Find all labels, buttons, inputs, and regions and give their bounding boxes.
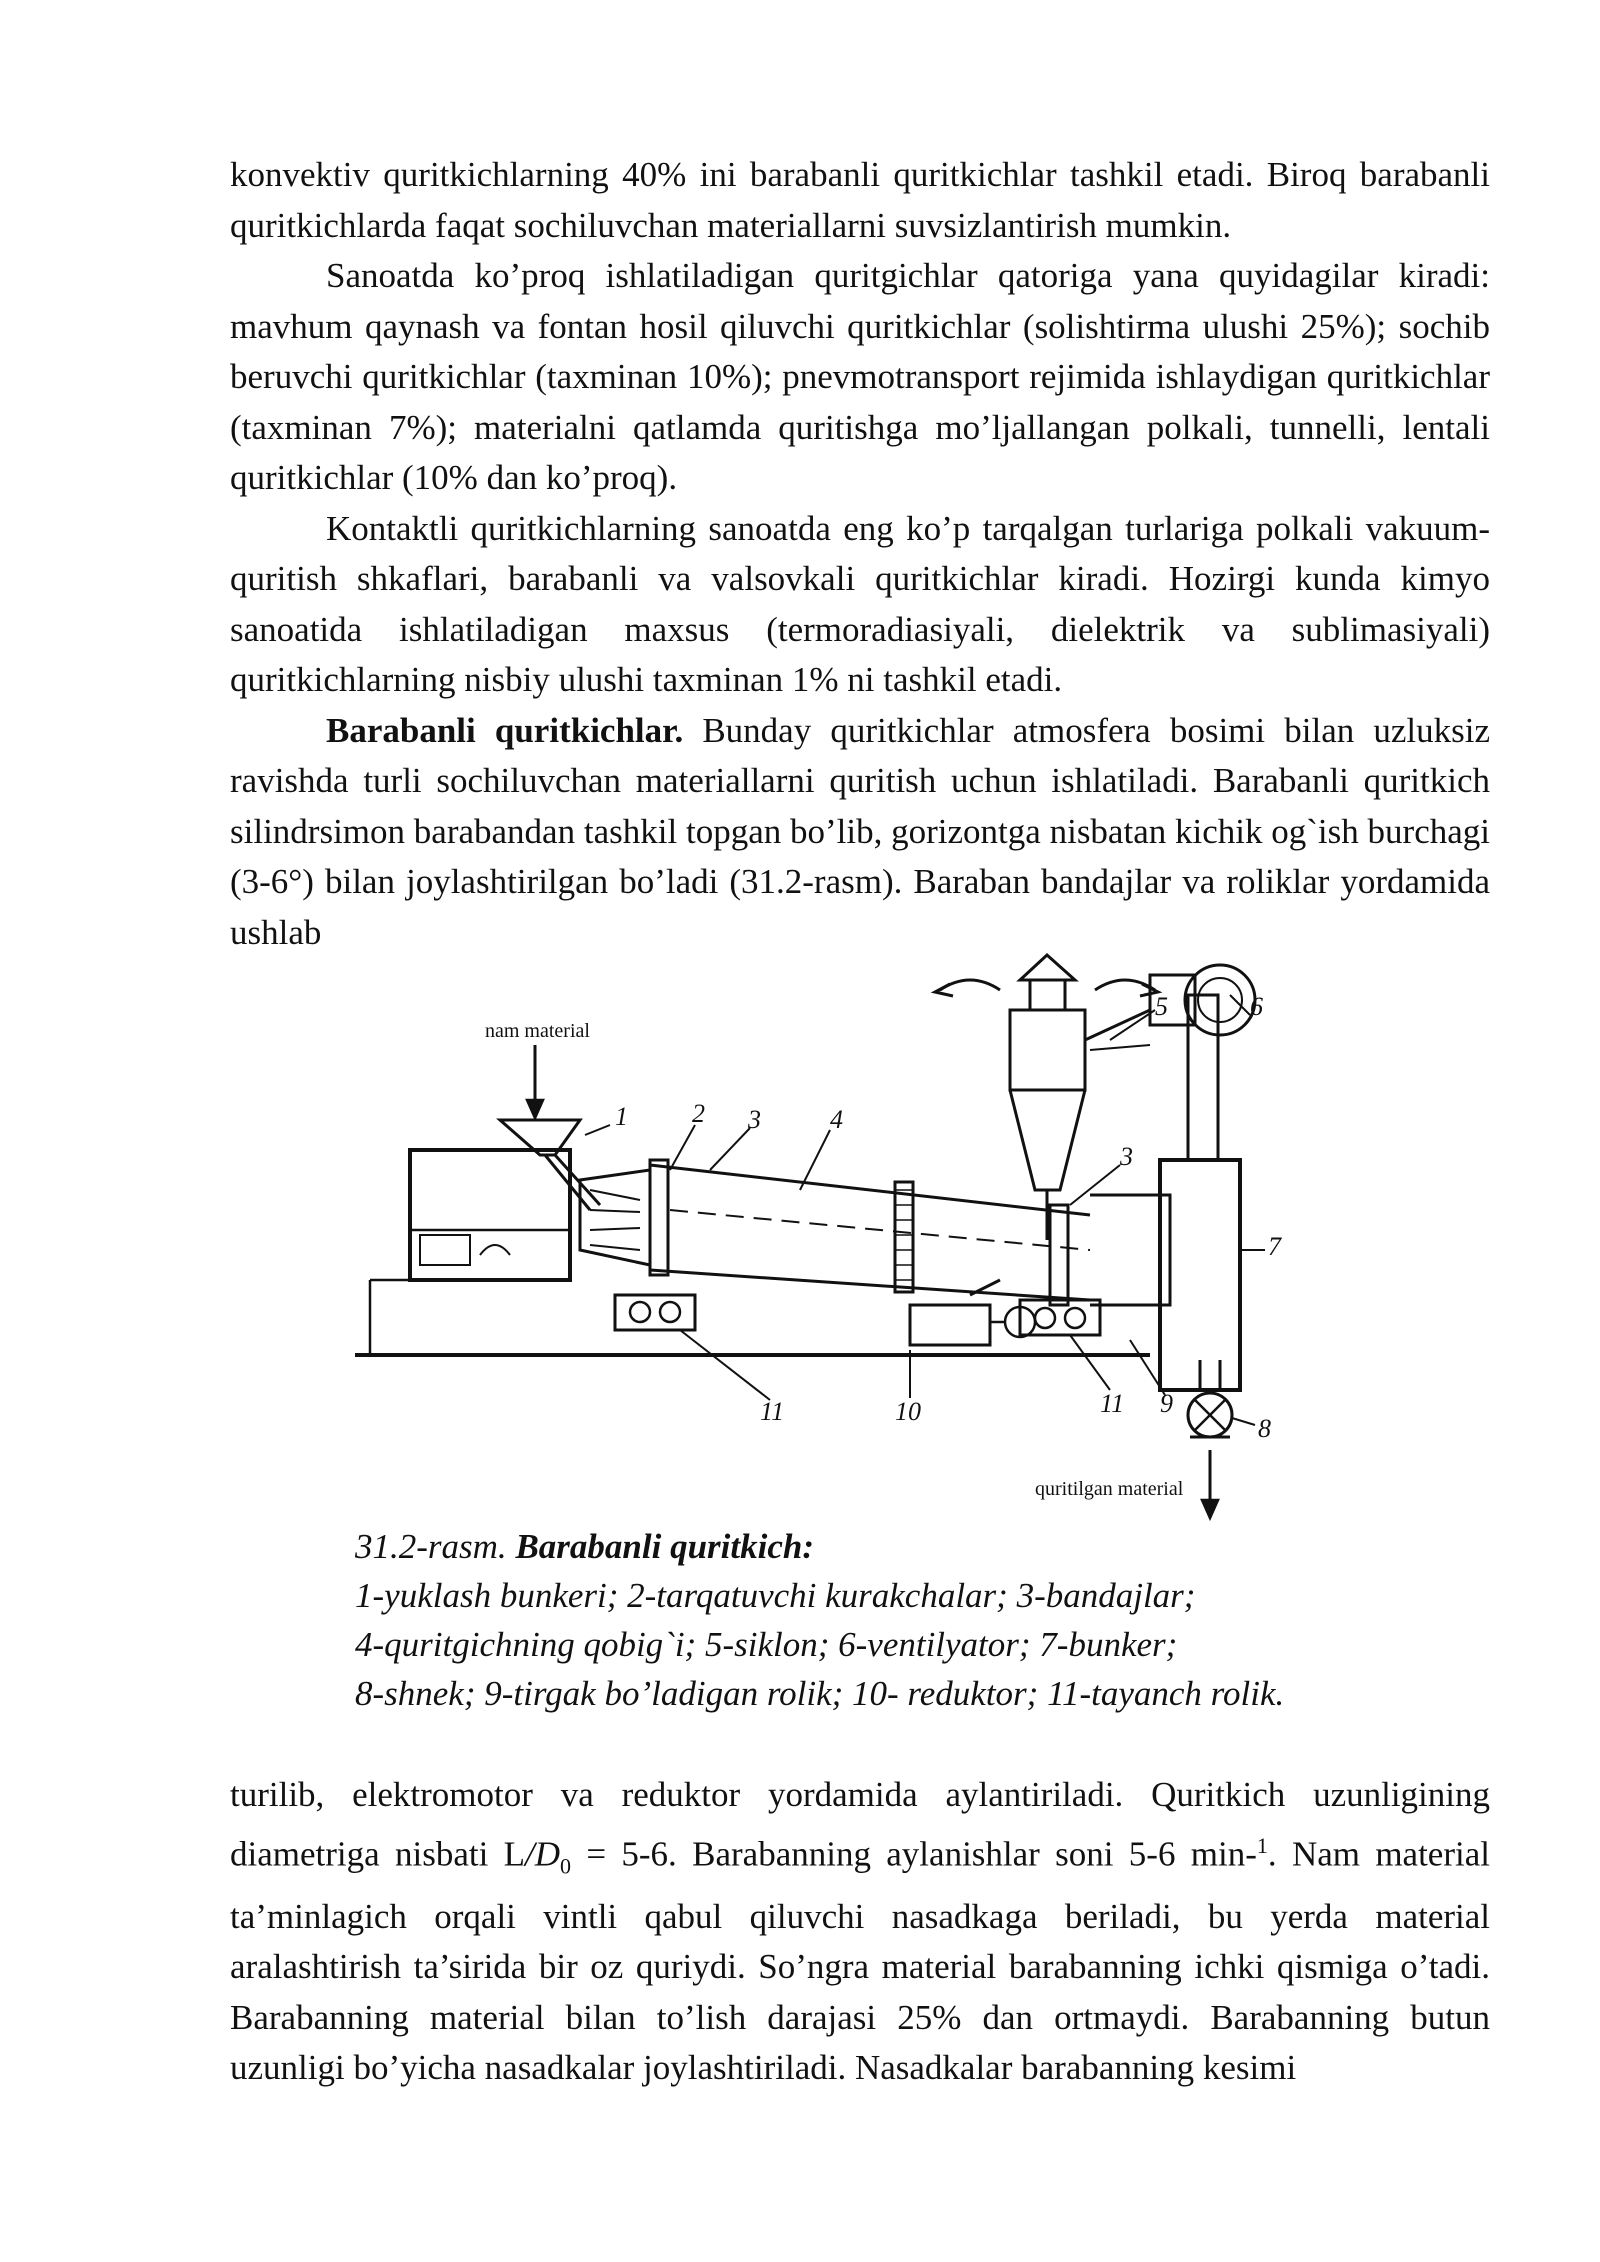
paragraph-barabanli	[230, 706, 1490, 959]
label-3-right: 3	[1120, 1142, 1133, 1171]
caption-line-2: 4-quritgichning qobig`i; 5-siklon; 6-ventilyator; 7-bunker;	[355, 1625, 1178, 1664]
bottom-part-2: = 5-6. Barabanning aylanishlar soni 5-6 min-	[571, 1834, 1257, 1874]
paragraph-2: Sanoatda ko’proq ishlatiladigan quritgichlar qatoriga yana quyidagilar kiradi: mavhum qaynash va fontan hosil qiluvchi quritkichlar (solishtirma ulushi 25%); sochib beruvchi quritkichlar (taxminan 10%); pnevmotransport rejimida ishlaydigan quritkichlar (taxminan 7%); materialni qatlamda quritishga mo’ljallangan polkali, tunnelli, lentali quritkichlar (10% dan ko’proq).	[230, 256, 1490, 497]
paragraph-1: konvektiv quritkichlarning 40% ini barabanli quritkichlar tashkil etadi. Biroq barabanli quritkichlarda faqat sochiluvchan materiallarni suvsizlantirish mumkin.	[230, 155, 1490, 245]
input-material-label: nam material	[485, 1020, 590, 1042]
label-11-right: 11	[1100, 1389, 1125, 1418]
label-9: 9	[1160, 1389, 1173, 1418]
label-11-left: 11	[760, 1397, 785, 1426]
label-7: 7	[1268, 1232, 1281, 1261]
label-1: 1	[615, 1102, 628, 1131]
dryer-figure	[350, 950, 1320, 1530]
bottom-part-3: . Nam material ta’minlagich orqali vintli qabul qiluvchi nasadkaga beriladi, bu yerda material aralashtirish ta’sirida bir oz quriydi. So’ngra material barabanning ichki qismiga o’tadi. Barabanning material bilan to’lish darajasi 25% dan ortmaydi. Barabanning butun uzunligi bo’yicha nasadkalar joylashtiriladi. Nasadkalar barabanning kesimi	[230, 1834, 1490, 2088]
label-2: 2	[692, 1099, 705, 1128]
caption-line-1: 1-yuklash bunkeri; 2-tarqatuvchi kurakchalar; 3-bandajlar;	[355, 1576, 1196, 1615]
body-text-top	[230, 150, 1490, 958]
figure-caption	[355, 1522, 1455, 1718]
drum-dryer-diagram	[350, 950, 1320, 1530]
label-8: 8	[1258, 1414, 1271, 1443]
output-material-label: quritilgan material	[1035, 1478, 1184, 1500]
barabanli-body: Bunday quritkichlar atmosfera bosimi bilan uzluksiz ravishda turli sochiluvchan materiallarni quritish uchun ishlatiladi. Barabanli quritkich silindrsimon barabandan tashkil topgan bo’lib, gorizontga nisbatan kichik og`ish burchagi (3-6°) bilan joylashtirilgan bo’ladi (31.2-rasm). Baraban bandajlar va roliklar yordamida ushlab	[230, 710, 1490, 952]
bottom-part-1: turilib, elektromotor va reduktor yordamida aylantiriladi. Quritkich uzunligining diametriga nisbati L	[230, 1775, 1490, 1874]
barabanli-heading: Barabanli quritkichlar.	[326, 710, 684, 750]
label-4: 4	[830, 1105, 843, 1134]
label-10: 10	[895, 1397, 921, 1426]
paragraph-3: Kontaktli quritkichlarning sanoatda eng ko’p tarqalgan turlariga polkali vakuum-quritish shkaflari, barabanli va valsovkali quritkichlar kiradi. Hozirgi kunda kimyo sanoatida ishlatiladigan maxsus (termoradiasiyali, dielektrik va sublimasiyali) quritkichlarning nisbiy ulushi taxminan 1% ni tashkil etadi.	[230, 508, 1490, 699]
ratio-symbol: /D	[525, 1834, 561, 1874]
min-superscript: 1	[1256, 1832, 1268, 1858]
caption-number: 31.2-rasm.	[355, 1527, 507, 1566]
caption-title: Barabanli quritkich:	[506, 1527, 814, 1566]
label-3-left: 3	[748, 1105, 761, 1134]
body-text-bottom	[230, 1770, 1490, 2094]
label-5: 5	[1155, 992, 1168, 1021]
paragraph-bottom	[230, 1770, 1490, 2094]
caption-line-3: 8-shnek; 9-tirgak bo’ladigan rolik; 10- reduktor; 11-tayanch rolik.	[355, 1674, 1285, 1713]
ratio-subscript: 0	[560, 1853, 572, 1879]
caption-title-line	[355, 1522, 1455, 1571]
label-6: 6	[1250, 992, 1263, 1021]
